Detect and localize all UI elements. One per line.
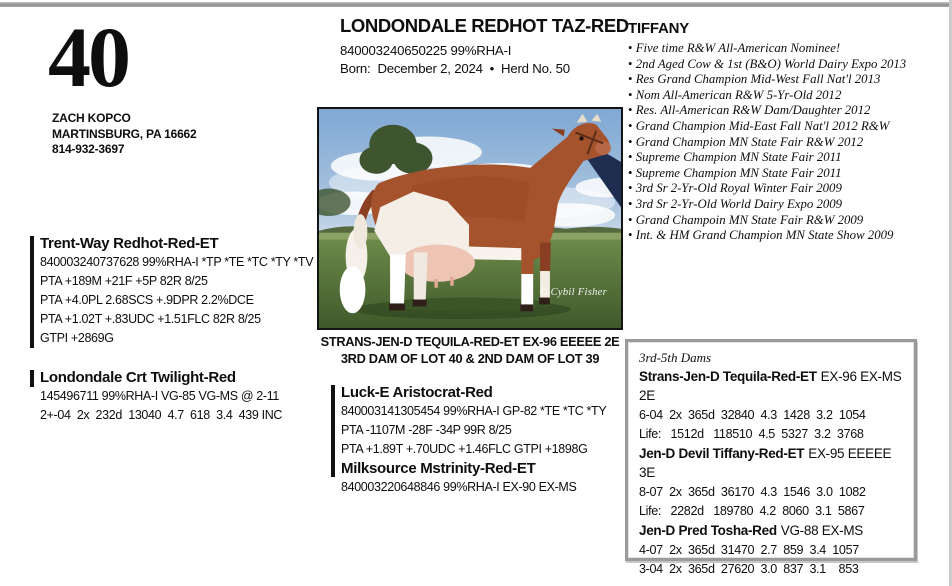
animal-name: LONDONDALE REDHOT TAZ-RED [340,15,629,36]
award-item: • Grand Champoin MN State Fair R&W 2009 [628,213,946,229]
dams-box [625,339,917,576]
award-item: • Res Grand Champion Mid-West Fall Nat'l 2013 [628,72,946,88]
dam-entry-record: 4-07 2x 365d 31470 2.7 859 3.4 1057 [639,542,859,557]
dam-entry-name: Jen-D Pred Tosha-Red [639,523,777,539]
dam-entry-record: Life: 1512d 118510 4.5 5327 3.2 3768 [639,426,864,441]
dam-record-line: 2+-04 2x 232d 13040 4.7 618 3.4 439 INC [40,408,283,422]
animal-born-line: Born: December 2, 2024 • Herd No. 50 [340,61,570,76]
consignor-address: MARTINSBURG, PA 16662 [52,126,197,141]
maternal-sire-pta-line: PTA +1.89T +.70UDC +1.46FLC GTPI +1898G [341,442,588,456]
maternal-sire-id-line: 840003141305454 99%RHA-I GP-82 *TE *TC *TY [341,404,607,418]
maternal-dam-name: Milksource Mstrinity-Red-ET [341,460,536,477]
sire-pta-line: PTA +189M +21F +5P 82R 8/25 [40,274,208,288]
dam-name: Londondale Crt Twilight-Red [40,369,236,386]
pedigree-bracket [30,236,34,348]
awards-list [628,41,946,244]
dam-entry-name: Strans-Jen-D Tequila-Red-ET [639,369,817,384]
dam-block [40,368,320,425]
awards-title: TIFFANY [628,20,690,37]
dam-entry-name-line [639,367,904,406]
photo-caption-line1: STRANS-JEN-D TEQUILA-RED-ET EX-96 EEEEE 2E [320,334,620,349]
award-item: • 3rd Sr 2-Yr-Old Royal Winter Fair 2009 [628,181,946,197]
award-item: • Five time R&W All-American Nominee! [628,41,946,57]
award-item: • 3rd Sr 2-Yr-Old World Dairy Expo 2009 [628,197,946,213]
award-item: • Grand Champion Mid-East Fall Nat'l 2012 R&W [628,119,946,135]
sire-block [40,234,320,348]
top-rule [0,2,952,7]
dam-id-line: 145496711 99%RHA-I VG-85 VG-MS @ 2-11 [40,389,279,403]
dam-entry-record: Life: 2282d 189780 4.2 8060 3.1 5867 [639,504,865,519]
cow-photo [317,107,623,330]
awards-section [628,20,946,244]
award-item: • Grand Champion MN State Fair R&W 2012 [628,135,946,151]
award-item: • Supreme Champion MN State Fair 2011 [628,166,946,182]
animal-id: 840003240650225 99%RHA-I [340,43,512,58]
consignor-block [52,111,197,158]
sire-pta-line: PTA +1.02T +.83UDC +1.51FLC 82R 8/25 [40,312,261,326]
dam-entry-name-line [639,521,904,540]
consignor-name: ZACH KOPCO [52,111,131,125]
award-item: • Res. All-American R&W Dam/Daughter 2012 [628,103,946,119]
maternal-dam-id-line: 840003220648846 99%RHA-I EX-90 EX-MS [341,480,577,494]
dam-entry-name-line [639,444,904,483]
sire-name: Trent-Way Redhot-Red-ET [40,235,219,252]
dam-entry-record: 3-04 2x 365d 27620 3.0 837 3.1 853 [639,561,859,576]
sire-id-line: 840003240737628 99%RHA-I *TP *TE *TC *TY *TV [40,255,314,269]
consignor-phone: 814-932-3697 [52,142,125,156]
dam-entry-record: 8-07 2x 365d 36170 4.3 1546 3.0 1082 [639,484,866,499]
award-item: • Int. & HM Grand Champion MN State Show 2009 [628,228,946,244]
award-item: • 2nd Aged Cow & 1st (B&O) World Dairy Expo 2013 [628,57,946,73]
maternal-sire-pta-line: PTA -1107M -28F -34P 99R 8/25 [341,423,512,437]
sire-gtpi-line: GTPI +2869G [40,331,114,345]
dam-entry-record: 6-04 2x 365d 32840 4.3 1428 3.2 1054 [639,407,866,422]
dam-entry-score: EX-96 EX-MS 2E [639,369,902,404]
dams-box-title: 3rd-5th Dams [639,350,712,365]
dam-entry-name: Jen-D Devil Tiffany-Red-ET [639,446,805,462]
award-item: • Nom All-American R&W 5-Yr-Old 2012 [628,88,946,104]
pedigree-bracket [331,385,335,477]
photo-watermark: © Cybil Fisher [539,287,607,298]
photo-caption [313,334,627,367]
photo-caption-line2: 3RD DAM OF LOT 40 & 2ND DAM OF LOT 39 [340,350,600,366]
award-item: • Supreme Champion MN State Fair 2011 [628,150,946,166]
lot-number: 40 [48,9,128,105]
sire-pta-line: PTA +4.0PL 2.68SCS +.9DPR 2.2%DCE [40,293,254,307]
animal-header [340,15,640,78]
maternal-block [341,383,631,497]
dam-entry-score: EX-95 EEEEE 3E [639,446,892,481]
dam-entry-score: VG-88 EX-MS [780,523,864,539]
maternal-sire-name: Luck-E Aristocrat-Red [341,384,493,401]
pedigree-bracket [30,370,34,387]
